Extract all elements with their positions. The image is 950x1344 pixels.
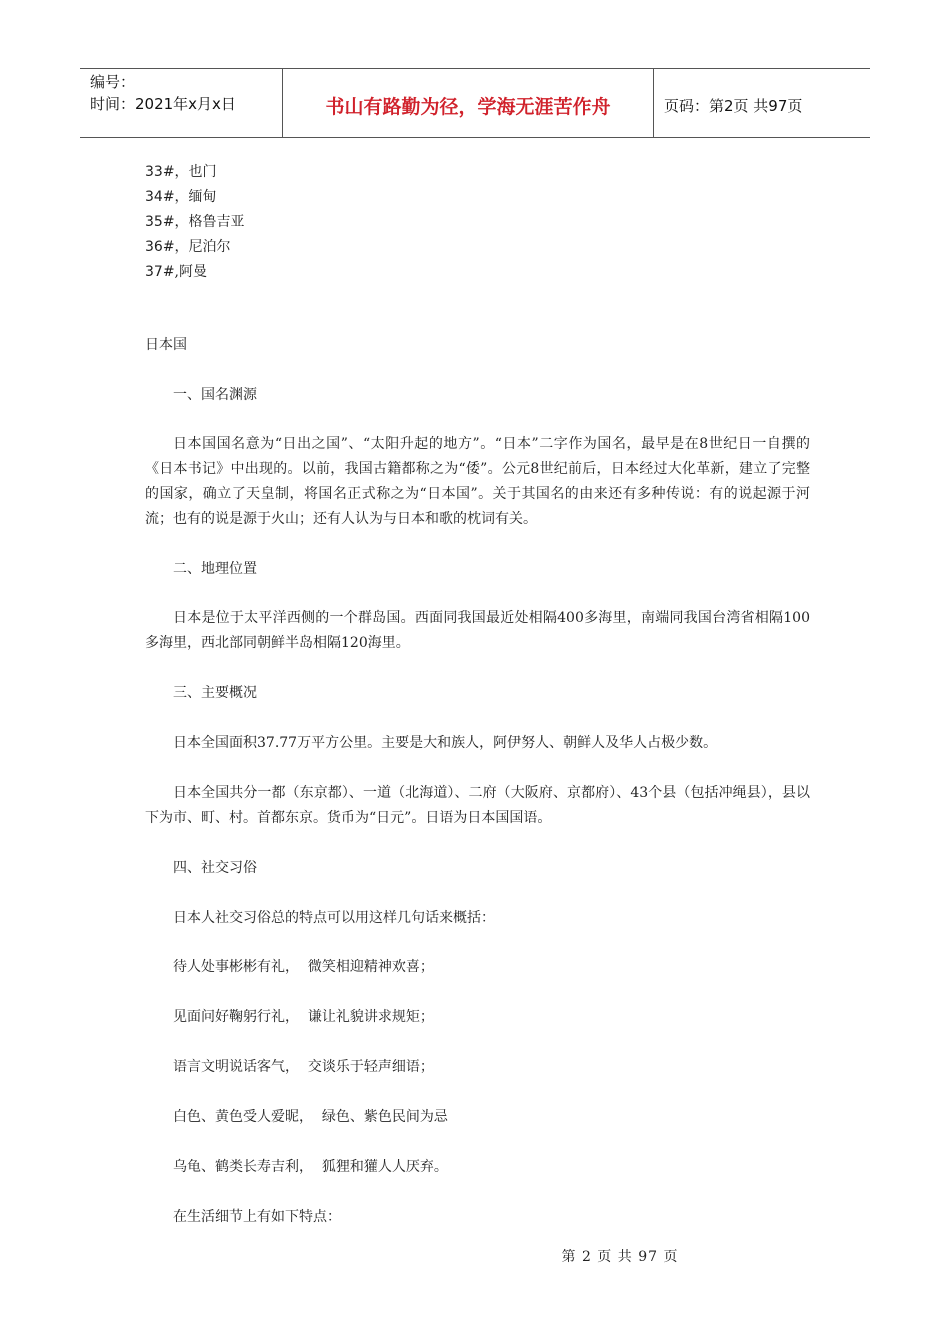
paragraph-geography: 日本是位于太平洋西侧的一个群岛国。西面同我国最近处相隔400多海里，南端同我国台湾省相隔100多海里，西北部同朝鲜半岛相隔120海里。 bbox=[145, 610, 810, 651]
section-heading-name-origin: 一、国名渊源 bbox=[173, 387, 257, 403]
list-item bbox=[145, 160, 245, 185]
list-item-number: 33# bbox=[145, 164, 175, 180]
paragraph-customs-intro: 日本人社交习俗总的特点可以用这样几句话来概括： bbox=[173, 910, 495, 926]
list-item bbox=[145, 260, 245, 285]
section-heading-overview: 三、主要概况 bbox=[173, 685, 257, 701]
document-date: 时间：2021年x月x日 bbox=[90, 95, 236, 113]
list-item bbox=[145, 235, 245, 260]
list-item-name: ，格鲁吉亚 bbox=[174, 214, 245, 230]
verse-line-2: 见面问好鞠躬行礼， 谦让礼貌讲求规矩； bbox=[173, 1009, 434, 1025]
header-page-info: 页码：第2页 共97页 bbox=[664, 96, 803, 115]
list-item-name: ,阿曼 bbox=[174, 264, 207, 280]
section-heading-customs: 四、社交习俗 bbox=[173, 860, 257, 876]
verse-line-4: 白色、黄色受人爱昵， 绿色、紫色民间为忌 bbox=[173, 1109, 448, 1125]
paragraph-administration: 日本全国共分一都（东京都）、一道（北海道）、二府（大阪府、京都府）、43个县（包括冲绳县），县以下为市、町、村。首都东京。货币为“日元”。日语为日本国国语。 bbox=[145, 785, 810, 826]
page-footer bbox=[0, 1246, 950, 1266]
country-list bbox=[145, 160, 245, 285]
paragraph-area: 日本全国面积37.77万平方公里。主要是大和族人，阿伊努人、朝鲜人及华人占极少数。 bbox=[173, 735, 718, 751]
list-item-name: ，缅甸 bbox=[174, 189, 217, 205]
list-item-name: ，尼泊尔 bbox=[174, 239, 231, 255]
verse-line-1: 待人处事彬彬有礼， 微笑相迎精神欢喜； bbox=[173, 959, 434, 975]
footer-page-number: 第 2 页 共 97 页 bbox=[561, 1249, 679, 1265]
document-number-label: 编号： bbox=[90, 73, 136, 91]
verse-line-5: 乌龟、鹤类长寿吉利， 狐狸和獾人人厌弃。 bbox=[173, 1159, 448, 1175]
page-header bbox=[80, 68, 870, 138]
list-item-name: ，也门 bbox=[174, 164, 217, 180]
list-item bbox=[145, 210, 245, 235]
header-meta bbox=[80, 69, 282, 137]
header-motto: 书山有路勤为径，学海无涯苦作舟 bbox=[282, 69, 654, 137]
country-title: 日本国 bbox=[145, 337, 187, 353]
paragraph-name-origin: 日本国国名意为“日出之国”、“太阳升起的地方”。“日本”二字作为国名，最早是在8世纪日一自撰的《日本书记》中出现的。以前，我国古籍都称之为“倭”。公元8世纪前后，日本经过大化革新，建立了完整的国家，确立了天皇制，将国名正式称之为“日本国”。关于其国名的由来还有多种传说：有的说起源于河流；也有的说是源于火山；还有人认为与日本和歌的枕词有关。 bbox=[145, 436, 810, 527]
list-item-number: 36# bbox=[145, 239, 175, 255]
list-item-number: 37# bbox=[145, 264, 175, 280]
paragraph-details-intro: 在生活细节上有如下特点： bbox=[173, 1209, 341, 1225]
list-item bbox=[145, 185, 245, 210]
section-heading-geography: 二、地理位置 bbox=[173, 561, 257, 577]
list-item-number: 34# bbox=[145, 189, 175, 205]
verse-line-3: 语言文明说话客气， 交谈乐于轻声细语； bbox=[173, 1059, 434, 1075]
list-item-number: 35# bbox=[145, 214, 175, 230]
